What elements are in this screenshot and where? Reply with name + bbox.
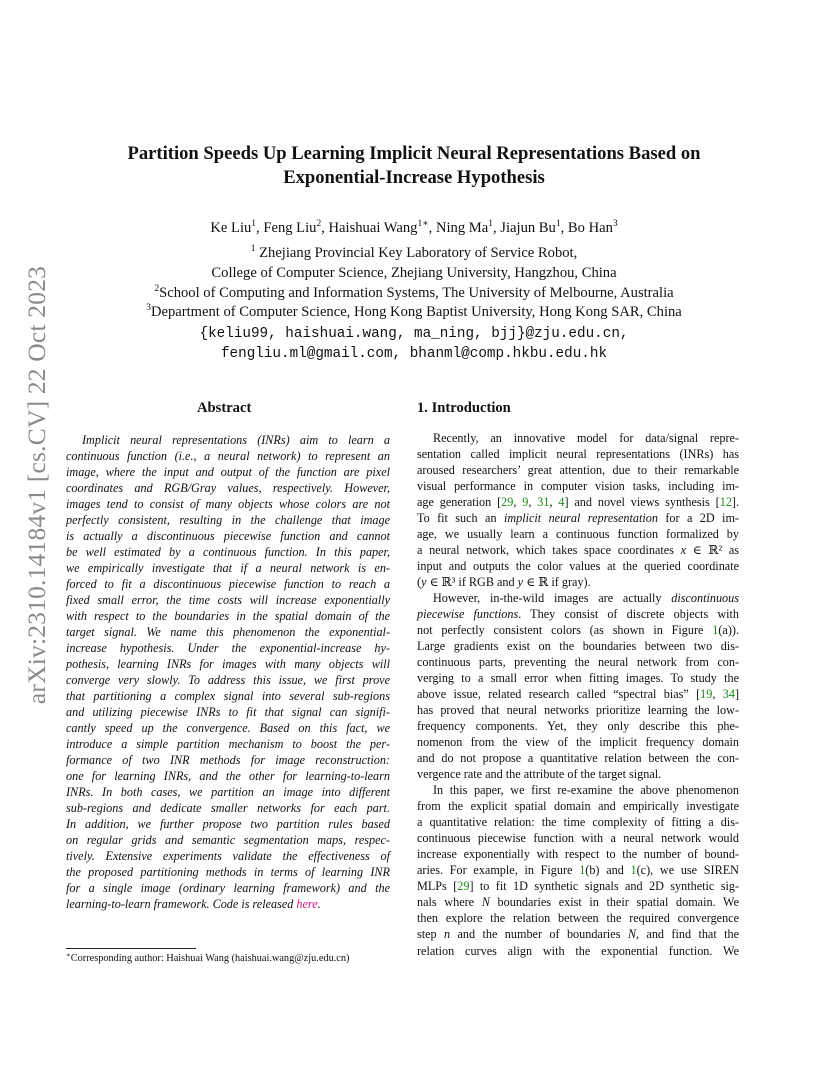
author-sup: 2	[316, 219, 322, 229]
author-name: Feng Liu	[263, 220, 317, 236]
figure-link[interactable]: 1	[712, 623, 719, 638]
abstract-line: Implicit neural representations (INRs) aim to learn a	[82, 433, 390, 447]
intro-line: Recently, an innovative model for data/signal repre-	[433, 431, 739, 445]
abstract-line: image, where the input and output of the function are pixel	[66, 465, 390, 480]
intro-line: However, in-the-wild images are actually discontinuous	[433, 591, 739, 606]
footnote-mark: ∗	[66, 951, 71, 959]
intro-line: then explore the relation between the required convergence	[417, 911, 739, 926]
introduction-body	[417, 430, 739, 959]
citation-link[interactable]: 19	[700, 687, 713, 702]
email-line: fengliu.ml@gmail.com, bhanml@comp.hkbu.edu.hk	[220, 346, 608, 362]
abstract-line: formance of two INR methods for image reconstruction:	[66, 753, 390, 768]
intro-line: continuous parts, preventing the neural network from con-	[417, 655, 739, 670]
arxiv-stamp-text: arXiv:2310.14184v1 [cs.CV] 22 Oct 2023	[22, 265, 51, 705]
affiliation-line: College of Computer Science, Zhejiang University, Hangzhou, China	[211, 264, 617, 281]
abstract-heading: Abstract	[197, 400, 252, 416]
abstract-line: for a single image (ordinary learning framework) and the	[66, 881, 390, 896]
affiliation-line: $^2$School of Computing and Information Systems, The University of Melbourne, Australia	[154, 283, 674, 301]
citation-link[interactable]: 4	[558, 495, 565, 510]
abstract-line: converge very slowly. To address this issue, we first prove	[66, 673, 390, 688]
intro-line: frequency components. Yet, they only describe this phe-	[417, 719, 739, 734]
abstract-line: continuous function (i.e., a neural network) to represent an	[66, 449, 390, 464]
author-sup: 1	[251, 219, 257, 229]
abstract-line: with respect to the boundaries in the spatial domain of the	[66, 609, 390, 624]
abstract-line: coordinates and RGB/Gray values, respectively. However,	[66, 481, 390, 496]
author-sup: 1	[488, 219, 493, 229]
abstract-line: fixed small error, the time costs will increase exponentially	[66, 593, 390, 608]
intro-line: and do not propose a quantitative relation between the con-	[417, 751, 739, 766]
title-line-2: Exponential-Increase Hypothesis	[283, 167, 545, 188]
citation-link[interactable]: 34	[722, 687, 735, 702]
intro-line: continuous piecewise function with a neural network would	[417, 831, 739, 846]
abstract-line: perfectly consistent, resulting in the challenge that image	[66, 513, 390, 528]
abstract-line: we empirically investigate that if a neural network is en-	[66, 561, 390, 576]
intro-line: has proved that neural networks prioritize learning the low-	[417, 703, 739, 718]
abstract-line: is actually a discontinuous piecewise function and cannot	[66, 529, 390, 544]
intro-line: (y ∈ ℝ³ if RGB and y ∈ ℝ if gray).	[417, 575, 591, 590]
abstract-body	[66, 432, 390, 912]
citation-link[interactable]: 29	[501, 495, 514, 510]
abstract-line: and utilizing piecewise INRs to fit that signal can signifi-	[66, 705, 390, 720]
abstract-line: one for learning INRs, and the other for learning-to-learn	[66, 769, 390, 784]
abstract-line: be well estimated by a continuous function. In this paper,	[66, 545, 390, 560]
figure-link[interactable]: 1	[630, 863, 637, 878]
intro-line: nals where N boundaries exist in their spatial domain. We	[417, 895, 739, 910]
author-name: Haishuai Wang	[328, 220, 418, 236]
intro-line: aries. For example, in Figure 1(b) and 1(c), we use SIREN	[417, 863, 739, 878]
intro-line: age generation [29, 9, 31, 4] and novel views synthesis [12].	[417, 495, 740, 510]
intro-line: above issue, related research called “spectral bias” [19, 34]	[417, 687, 739, 702]
footnote	[66, 952, 396, 966]
abstract-line: forced to fit a discontinuous piecewise function to reach a	[66, 577, 390, 592]
intro-line: To fit such an implicit neural representation for a 2D im-	[417, 511, 739, 526]
affiliation-line: $^3$Department of Computer Science, Hong Kong Baptist University, Hong Kong SAR, China	[146, 303, 682, 321]
author-name: Ning Ma	[435, 220, 489, 236]
abstract-line: introduce a simple partition mechanism to boost the per-	[66, 737, 390, 752]
intro-line: age, we usually learn a continuous function formalized by	[417, 527, 739, 542]
author-list: Ke Liu$^1$, Feng Liu$^2$, Haishuai Wang$^{1∗}$, Ning Ma$^1$, Jiajun Bu$^1$, Bo Han$^3$	[210, 219, 618, 236]
intro-line: In this paper, we first re-examine the above phenomenon	[433, 783, 739, 798]
abstract-line: In addition, we further propose two partition rules based	[66, 817, 390, 832]
intro-line: increase exponentially with respect to the number of bound-	[417, 847, 739, 862]
abstract-line: tively. Extensive experiments validate the effectiveness of	[66, 849, 390, 864]
abstract-line: on regular grids and semantic segmentation maps, respec-	[66, 833, 390, 848]
intro-line: from the explicit spatial domain and empirically investigate	[417, 799, 739, 814]
intro-line: not perfectly consistent colors (as shown in Figure 1(a)).	[417, 623, 739, 638]
code-link[interactable]: here	[296, 897, 318, 912]
citation-link[interactable]: 31	[537, 495, 550, 510]
author-sup: 1∗	[417, 219, 429, 229]
citation-link[interactable]: 9	[522, 495, 529, 510]
abstract-line: target signal. We name this phenomenon the exponential-	[66, 625, 390, 640]
abstract-line: sub-regions and dedicate smaller networks for each part.	[66, 801, 390, 816]
author-name: Ke Liu	[210, 220, 252, 236]
arxiv-stamp	[18, 265, 56, 705]
intro-line: input and outputs the color values at the queried coordinate	[417, 559, 739, 574]
intro-line: vergence rate and the attribute of the target signal.	[417, 767, 662, 782]
author-sup: 3	[612, 219, 618, 229]
abstract-line: the proposed partitioning methods in terms of learning INR	[66, 865, 390, 880]
title-line-1: Partition Speeds Up Learning Implicit Neural Representations Based on	[127, 143, 701, 164]
intro-line: MLPs [29] to fit 1D synthetic signals and 2D synthetic sig-	[417, 879, 739, 894]
paper-title	[60, 142, 768, 190]
intro-line: relation curves align with the exponential function. We	[417, 943, 739, 958]
abstract-line: cantly speed up the convergence. Based on this fact, we	[66, 721, 390, 736]
intro-line: nomenon from the view of the implicit frequency domain	[417, 735, 739, 750]
abstract-line: learning-to-learn framework. Code is released here.	[66, 897, 321, 912]
intro-line: verging to a small error when fitting images. To study the	[417, 671, 739, 686]
intro-line: a neural network, which takes space coordinates x ∈ ℝ² as	[417, 543, 739, 558]
affiliation-line: $^1$ Zhejiang Provincial Key Laboratory of Service Robot,	[250, 244, 578, 261]
citation-link[interactable]: 29	[457, 879, 470, 894]
footnote-text: Corresponding author: Haishuai Wang (haishuai.wang@zju.edu.cn)	[70, 953, 350, 964]
intro-line: a quantitative relation: the time complexity of fitting a dis-	[417, 815, 739, 830]
intro-line: aroused researchers’ great attention, due to their remarkable	[417, 463, 739, 478]
abstract-line: pothesis, learning INRs for images with many objects will	[66, 657, 390, 672]
abstract-line: that partitioning a complex signal into several sub-regions	[66, 689, 390, 704]
author-sup: 1	[555, 219, 561, 229]
intro-line: visual performance in computer vision tasks, including im-	[417, 479, 739, 494]
introduction-heading: 1. Introduction	[417, 400, 511, 416]
abstract-line: INRs. In both cases, we partition an image into different	[66, 785, 390, 800]
intro-line: step n and the number of boundaries N, and find that the	[417, 927, 739, 942]
email-line: {keliu99, haishuai.wang, ma_ning, bjj}@zju.edu.cn,	[199, 326, 629, 342]
footnote-rule	[66, 948, 196, 949]
intro-line: piecewise functions. They consist of discrete objects with	[417, 607, 739, 622]
abstract-line: increase hypothesis. Under the exponential-increase hy-	[66, 641, 390, 656]
abstract-line: images tend to consist of many objects whose colors are not	[66, 497, 390, 512]
figure-link[interactable]: 1	[579, 863, 586, 878]
author-name: Bo Han	[567, 220, 613, 236]
intro-line: Large gradients exist on the boundaries between two dis-	[417, 639, 739, 654]
author-emails	[60, 324, 768, 364]
citation-link[interactable]: 12	[719, 495, 732, 510]
author-name: Jiajun Bu	[500, 220, 556, 236]
affiliations	[60, 244, 768, 323]
intro-line: sentation called implicit neural representations (INRs) has	[417, 447, 739, 462]
